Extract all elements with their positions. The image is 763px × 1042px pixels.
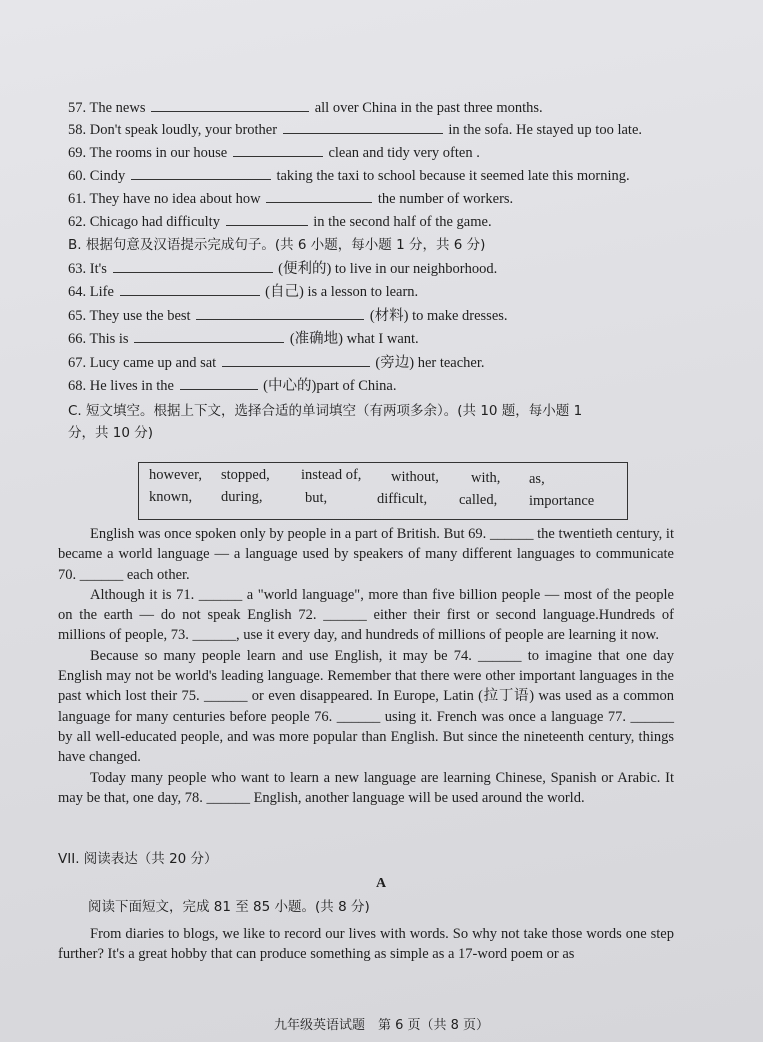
q59-blank[interactable] bbox=[233, 143, 323, 157]
q59-suffix: clean and tidy very often . bbox=[328, 145, 480, 161]
reading-paragraph: From diaries to blogs, we like to record our lives with words. So why not take those words one step further? It's a great hobby that can produce something as simple as a 17-word poem or as bbox=[58, 926, 674, 963]
word-option: without, bbox=[391, 469, 439, 485]
question-57 bbox=[68, 98, 543, 117]
word-option: however, bbox=[149, 467, 202, 483]
q57-prefix: 57. The news bbox=[68, 100, 146, 116]
word-option: known, bbox=[149, 489, 193, 505]
q57-suffix: all over China in the past three months. bbox=[314, 100, 543, 116]
q63-blank[interactable] bbox=[113, 259, 273, 273]
word-option: with, bbox=[471, 470, 501, 486]
word-option: instead of, bbox=[301, 467, 362, 483]
q67-prefix: 67. Lucy came up and sat bbox=[68, 355, 217, 371]
word-option: during, bbox=[221, 489, 263, 505]
q64-blank[interactable] bbox=[120, 282, 260, 296]
q57-blank[interactable] bbox=[151, 98, 309, 112]
q60-prefix: 60. Cindy bbox=[68, 168, 126, 184]
passage-paragraph-3: Because so many people learn and use English, it may be 74. ______ to imagine that one day English may not be world's leading language. Remember that there were other important languages in the past which lost their 75. ______ or even disappeared. In Europe, Latin (拉丁语) was used as a common language for many centuries before people 76. ______ using it. French was once a language 77. ______ by all well-educated people, and was more popular than English. But since the nineteenth century, things have changed. bbox=[58, 647, 674, 766]
q68-blank[interactable] bbox=[180, 376, 258, 390]
q61-suffix: the number of workers. bbox=[377, 191, 514, 207]
q59-prefix: 69. The rooms in our house bbox=[68, 145, 228, 161]
word-option: difficult, bbox=[377, 491, 428, 507]
q60-suffix: taking the taxi to school because it seemed late this morning. bbox=[276, 168, 630, 184]
q61-blank[interactable] bbox=[266, 189, 372, 203]
part-a-label: A bbox=[376, 876, 387, 891]
q67-suffix: (旁边) her teacher. bbox=[375, 355, 485, 371]
q65-suffix: (材料) to make dresses. bbox=[369, 308, 508, 324]
q62-blank[interactable] bbox=[226, 212, 308, 226]
q68-suffix: (中心的)part of China. bbox=[263, 378, 397, 394]
question-59 bbox=[68, 143, 480, 162]
q63-prefix: 63. It's bbox=[68, 261, 107, 277]
section-c-title-line2: 分，共 10 分) bbox=[68, 425, 154, 441]
question-64 bbox=[68, 282, 418, 301]
q58-suffix: in the sofa. He stayed up too late. bbox=[448, 122, 643, 138]
question-68 bbox=[68, 376, 396, 395]
word-option: stopped, bbox=[221, 467, 270, 483]
passage-paragraph-4: Today many people who want to learn a new language are learning Chinese, Spanish or Arabic. It may be that, one day, 78. ______ English, another language will be used around the world. bbox=[58, 769, 674, 806]
q61-prefix: 61. They have no idea about how bbox=[68, 191, 261, 207]
question-63 bbox=[68, 259, 497, 278]
word-option: as, bbox=[529, 471, 545, 487]
question-58 bbox=[68, 120, 642, 139]
word-option: importance bbox=[529, 493, 595, 509]
question-61 bbox=[68, 189, 513, 208]
q63-suffix: (便利的) to live in our neighborhood. bbox=[278, 261, 498, 277]
q65-blank[interactable] bbox=[196, 306, 364, 320]
question-66 bbox=[68, 329, 419, 348]
word-option: called, bbox=[459, 492, 498, 508]
q66-suffix: (准确地) what I want. bbox=[289, 331, 419, 347]
q64-suffix: (自己) is a lesson to learn. bbox=[265, 284, 419, 300]
question-65 bbox=[68, 306, 508, 325]
question-60 bbox=[68, 166, 630, 185]
question-62 bbox=[68, 212, 492, 231]
q67-blank[interactable] bbox=[222, 353, 370, 367]
passage bbox=[58, 524, 674, 808]
section-c-title-line1: C. 短文填空。根据上下文，选择合适的单词填空（有两项多余）。(共 10 题，每小题 1 bbox=[68, 403, 583, 419]
q58-blank[interactable] bbox=[283, 120, 443, 134]
passage-paragraph-1: English was once spoken only by people in a part of British. But 69. ______ the twentieth century, it became a world language — a language used by speakers of many different languages to communicate 70. ______ each other. bbox=[58, 526, 674, 583]
word-bank-box bbox=[138, 462, 628, 520]
question-67 bbox=[68, 353, 485, 372]
q64-prefix: 64. Life bbox=[68, 284, 114, 300]
q60-blank[interactable] bbox=[131, 166, 271, 180]
page-footer: 九年级英语试题 第 6 页（共 8 页） bbox=[273, 1018, 490, 1033]
q65-prefix: 65. They use the best bbox=[68, 308, 191, 324]
section-vii-title: VII. 阅读表达（共 20 分） bbox=[58, 851, 218, 867]
q66-prefix: 66. This is bbox=[68, 331, 129, 347]
q68-prefix: 68. He lives in the bbox=[68, 378, 174, 394]
word-option: but, bbox=[305, 490, 328, 506]
reading-text bbox=[58, 924, 674, 965]
q66-blank[interactable] bbox=[134, 329, 284, 343]
q58-prefix: 58. Don't speak loudly, your brother bbox=[68, 122, 278, 138]
q62-prefix: 62. Chicago had difficulty bbox=[68, 214, 220, 230]
q62-suffix: in the second half of the game. bbox=[313, 214, 492, 230]
passage-paragraph-2: Although it is 71. ______ a "world language", more than five billion people — most of the people on the earth — do not speak English 72. ______ either their first or second language.Hundreds of millions of people, 73. ______, use it every day, and hundreds of millions of people are learning it now. bbox=[58, 586, 674, 644]
section-b-title: B. 根据句意及汉语提示完成句子。(共 6 小题，每小题 1 分，共 6 分) bbox=[68, 237, 486, 253]
reading-instruction: 阅读下面短文，完成 81 至 85 小题。(共 8 分) bbox=[88, 899, 370, 915]
